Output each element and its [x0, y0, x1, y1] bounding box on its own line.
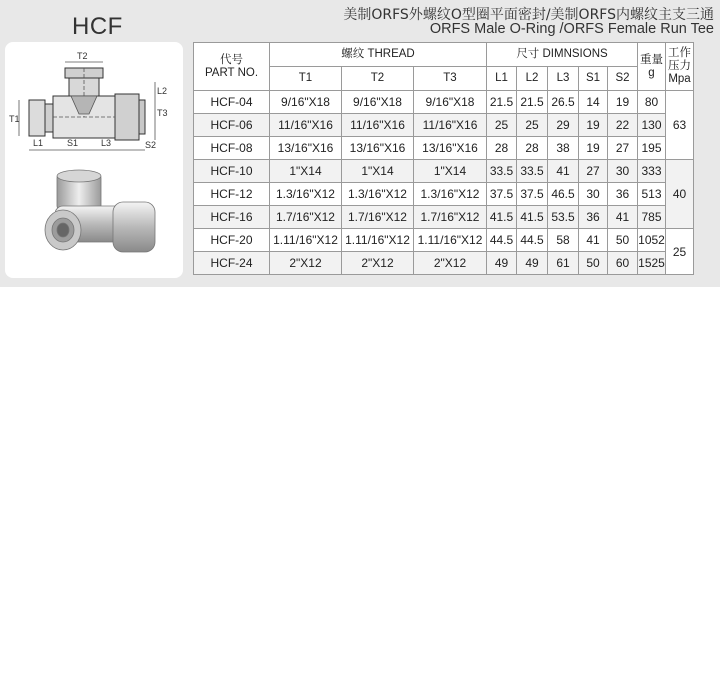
cell-s1: 50: [579, 252, 608, 275]
header-weight-cn: 重量: [640, 53, 663, 66]
cell-t1: 9/16"X18: [270, 91, 342, 114]
cell-s2: 30: [608, 160, 638, 183]
cell-t2: 1.11/16"X12: [342, 229, 414, 252]
header-l2: L2: [517, 67, 548, 91]
header-s1: S1: [579, 67, 608, 91]
cell-s2: 22: [608, 114, 638, 137]
cell-t1: 1.11/16"X12: [270, 229, 342, 252]
cell-t1: 1"X14: [270, 160, 342, 183]
cell-l1: 49: [487, 252, 517, 275]
cell-t2: 1.7/16"X12: [342, 206, 414, 229]
cell-l3: 26.5: [548, 91, 579, 114]
cell-l3: 38: [548, 137, 579, 160]
technical-drawing: [5, 42, 183, 160]
cell-t1: 13/16"X16: [270, 137, 342, 160]
cell-weight: 130: [638, 114, 666, 137]
product-image-panel: [5, 42, 183, 278]
cell-l1: 33.5: [487, 160, 517, 183]
cell-t3: 1"X14: [414, 160, 487, 183]
cell-pressure: 40: [666, 160, 694, 229]
cell-t3: 11/16"X16: [414, 114, 487, 137]
cell-t3: 2"X12: [414, 252, 487, 275]
cell-l1: 21.5: [487, 91, 517, 114]
cell-part: HCF-20: [194, 229, 270, 252]
header-pressure-cn2: 压力: [668, 60, 691, 72]
cell-t2: 1"X14: [342, 160, 414, 183]
cell-part: HCF-24: [194, 252, 270, 275]
cell-t3: 1.7/16"X12: [414, 206, 487, 229]
table-row: [194, 206, 694, 229]
cell-l2: 44.5: [517, 229, 548, 252]
cell-part: HCF-08: [194, 137, 270, 160]
cell-l1: 37.5: [487, 183, 517, 206]
table-row: [194, 229, 694, 252]
header-s2: S2: [608, 67, 638, 91]
cell-pressure: 63: [666, 91, 694, 160]
table-row: [194, 160, 694, 183]
cell-t1: 11/16"X16: [270, 114, 342, 137]
cell-s1: 19: [579, 137, 608, 160]
label-s2: S2: [145, 140, 157, 150]
cell-weight: 1525: [638, 252, 666, 275]
cell-t3: 13/16"X16: [414, 137, 487, 160]
cell-t2: 13/16"X16: [342, 137, 414, 160]
cell-s2: 27: [608, 137, 638, 160]
cell-l2: 33.5: [517, 160, 548, 183]
cell-t1: 2"X12: [270, 252, 342, 275]
header-part-no: [194, 43, 270, 91]
label-l1: L1: [33, 138, 44, 148]
table-row: [194, 183, 694, 206]
header-pressure: [666, 43, 694, 91]
cell-t2: 2"X12: [342, 252, 414, 275]
header-pressure-unit: Mpa: [668, 73, 691, 85]
cell-weight: 333: [638, 160, 666, 183]
cell-part: HCF-10: [194, 160, 270, 183]
cell-s1: 19: [579, 114, 608, 137]
cell-t3: 1.3/16"X12: [414, 183, 487, 206]
cell-s2: 50: [608, 229, 638, 252]
spec-table-wrapper: [193, 42, 694, 275]
header-t2: T2: [342, 67, 414, 91]
cell-s2: 60: [608, 252, 638, 275]
product-code: HCF: [72, 13, 123, 40]
header-weight: [638, 43, 666, 91]
header-pressure-cn1: 工作: [668, 47, 691, 59]
header-part-en: PART NO.: [204, 66, 259, 79]
cell-t2: 9/16"X18: [342, 91, 414, 114]
cell-l1: 25: [487, 114, 517, 137]
header-thread: 螺纹 THREAD: [270, 43, 487, 67]
cell-l2: 41.5: [517, 206, 548, 229]
cell-s2: 41: [608, 206, 638, 229]
product-photo: [5, 164, 183, 274]
title-english: ORFS Male O-Ring /ORFS Female Run Tee: [429, 21, 714, 37]
cell-t3: 1.11/16"X12: [414, 229, 487, 252]
header-t1: T1: [270, 67, 342, 91]
cell-weight: 1052: [638, 229, 666, 252]
cell-l1: 28: [487, 137, 517, 160]
header-l1: L1: [487, 67, 517, 91]
cell-part: HCF-12: [194, 183, 270, 206]
cell-l2: 49: [517, 252, 548, 275]
cell-weight: 195: [638, 137, 666, 160]
cell-t1: 1.3/16"X12: [270, 183, 342, 206]
cell-part: HCF-06: [194, 114, 270, 137]
cell-s1: 36: [579, 206, 608, 229]
cell-l3: 61: [548, 252, 579, 275]
label-t3: T3: [157, 108, 168, 118]
cell-l3: 29: [548, 114, 579, 137]
cell-l3: 41: [548, 160, 579, 183]
header-l3: L3: [548, 67, 579, 91]
table-row: [194, 114, 694, 137]
spec-table: [193, 42, 694, 275]
cell-part: HCF-04: [194, 91, 270, 114]
title-chinese: 美制ORFS外螺纹O型圈平面密封/美制ORFS内螺纹主支三通: [343, 7, 714, 23]
cell-l2: 37.5: [517, 183, 548, 206]
label-s1: S1: [67, 138, 79, 148]
cell-l1: 44.5: [487, 229, 517, 252]
label-t1: T1: [9, 114, 20, 124]
cell-t2: 11/16"X16: [342, 114, 414, 137]
cell-t1: 1.7/16"X12: [270, 206, 342, 229]
cell-weight: 785: [638, 206, 666, 229]
cell-part: HCF-16: [194, 206, 270, 229]
header-dimensions: 尺寸 DIMNSIONS: [487, 43, 638, 67]
table-row: [194, 252, 694, 275]
cell-s1: 41: [579, 229, 608, 252]
cell-s2: 36: [608, 183, 638, 206]
label-l2: L2: [157, 86, 168, 96]
label-t2: T2: [77, 51, 88, 61]
header-t3: T3: [414, 67, 487, 91]
cell-s2: 19: [608, 91, 638, 114]
cell-l1: 41.5: [487, 206, 517, 229]
header-part-cn: 代号: [220, 53, 243, 66]
cell-pressure: 25: [666, 229, 694, 275]
cell-weight: 80: [638, 91, 666, 114]
cell-t2: 1.3/16"X12: [342, 183, 414, 206]
cell-l2: 28: [517, 137, 548, 160]
table-row: [194, 137, 694, 160]
label-l3: L3: [101, 138, 112, 148]
cell-s1: 14: [579, 91, 608, 114]
cell-weight: 513: [638, 183, 666, 206]
cell-l3: 46.5: [548, 183, 579, 206]
cell-t3: 9/16"X18: [414, 91, 487, 114]
cell-l2: 25: [517, 114, 548, 137]
header-weight-unit: g: [648, 66, 655, 79]
cell-l3: 58: [548, 229, 579, 252]
cell-l2: 21.5: [517, 91, 548, 114]
table-row: [194, 91, 694, 114]
cell-s1: 30: [579, 183, 608, 206]
cell-s1: 27: [579, 160, 608, 183]
cell-l3: 53.5: [548, 206, 579, 229]
